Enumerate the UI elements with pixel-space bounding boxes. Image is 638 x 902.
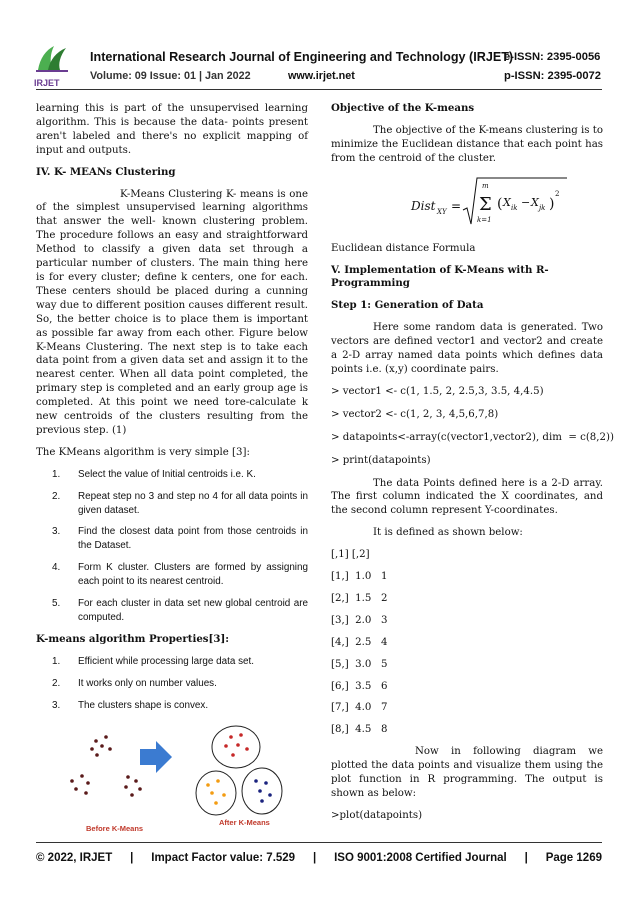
list-number: 2. bbox=[52, 677, 61, 689]
list-item bbox=[36, 561, 308, 589]
list-text: Repeat step no 3 and step no 4 for all data points in given dataset. bbox=[78, 490, 308, 516]
list-number: 3. bbox=[52, 699, 61, 711]
euclidean-formula bbox=[331, 174, 603, 236]
e-issn: e-ISSN: 2395-0056 bbox=[504, 51, 601, 63]
list-number: 5. bbox=[52, 598, 61, 610]
list-number: 1. bbox=[52, 655, 61, 667]
matrix-row: [5,] 3.0 5 bbox=[331, 658, 388, 670]
code-line: > print(datapoints) bbox=[331, 454, 431, 466]
formula-sum-bottom: k=1 bbox=[477, 215, 492, 224]
properties-list bbox=[36, 655, 308, 713]
figure-label-after: After K-Means bbox=[219, 817, 270, 827]
paragraph: learning this is part of the unsupervised learning algorithm. This is because the data- points present aren't labeled and there's no explicit mapping of input and outputs. bbox=[36, 103, 308, 156]
matrix-row: [6,] 3.5 6 bbox=[331, 680, 388, 692]
svg-text:Σ: Σ bbox=[479, 193, 492, 215]
svg-text:): ) bbox=[549, 195, 555, 212]
section-heading-properties: K-means algorithm Properties[3]: bbox=[36, 632, 230, 645]
algorithm-steps-list bbox=[36, 468, 308, 625]
formula-eq: = bbox=[451, 198, 462, 213]
header-divider bbox=[36, 89, 602, 90]
list-item bbox=[36, 597, 308, 625]
paragraph: The objective of the K-means clustering is to minimize the Euclidean distance that each point has from the centroid of the cluster. bbox=[331, 124, 603, 164]
paragraph: Now in following diagram we plotted the data points and visualize them using the plot function in R programming. The output is shown as below: bbox=[331, 746, 603, 799]
formula-power: 2 bbox=[555, 189, 560, 198]
right-column bbox=[331, 102, 614, 832]
list-text: The clusters shape is convex. bbox=[78, 699, 209, 711]
formula-lhs: Dist bbox=[411, 198, 436, 213]
matrix-header: [,1] [,2] bbox=[331, 549, 370, 561]
section-heading-implementation: V. Implementation of K-Means with R-Programming bbox=[331, 263, 549, 290]
footer-separator: | bbox=[130, 852, 134, 864]
paragraph: It is defined as shown below: bbox=[373, 527, 523, 539]
footer-impact-factor: Impact Factor value: 7.529 bbox=[151, 852, 296, 864]
paragraph: K-Means Clustering K- means is one of the simplest unsupervised learning algorithms that answer the well- known clustering problem. The procedure follows an easy and straightforward Method to classify a given data set through a particular number of clusters. The main thing here is for every cluster; define k centers, one for each. These centers should be placed during a cunning way due to different position causes different result. So, the better choice is to place them is important as possible far away from each other. Figure below K-Means Clustering. The next step is to take each data point from a given data set and assign it to the nearest center. When all data point completed, the primary step is completed and an early group age is completed. At this point we need tore-calculate k new centroids of the clusters resulting from the previous step. (1) bbox=[36, 188, 308, 436]
list-item bbox=[36, 525, 308, 553]
list-number: 2. bbox=[52, 490, 61, 502]
page-footer bbox=[36, 852, 602, 864]
svg-text:(: ( bbox=[497, 195, 503, 212]
formula-x1: X bbox=[503, 195, 511, 209]
list-text: Form K cluster. Clusters are formed by assigning each point to its nearest centroid. bbox=[78, 562, 308, 588]
section-heading-kmeans: IV. K- MEANs Clustering bbox=[36, 165, 176, 178]
code-line: > vector2 <- c(1, 2, 3, 4,5,6,7,8) bbox=[331, 408, 499, 420]
formula-x2: X bbox=[531, 195, 539, 209]
matrix-row: [8,] 4.5 8 bbox=[331, 724, 388, 736]
kmeans-figure bbox=[36, 721, 308, 841]
matrix-row: [2,] 1.5 2 bbox=[331, 592, 388, 604]
matrix-row: [7,] 4.0 7 bbox=[331, 702, 388, 714]
formula-caption: Euclidean distance Formula bbox=[331, 242, 476, 254]
volume-issue: Volume: 09 Issue: 01 | Jan 2022 bbox=[90, 70, 251, 82]
footer-divider bbox=[36, 842, 602, 843]
website-link[interactable]: www.irjet.net bbox=[288, 70, 355, 82]
list-text: For each cluster in data set new global centroid are computed. bbox=[78, 598, 308, 623]
matrix-row: [4,] 2.5 4 bbox=[331, 636, 388, 648]
code-line: >plot(datapoints) bbox=[331, 809, 423, 821]
matrix-row: [3,] 2.0 3 bbox=[331, 614, 388, 626]
matrix-row: [1,] 1.0 1 bbox=[331, 571, 388, 583]
footer-separator: | bbox=[524, 852, 528, 864]
cluster-blue bbox=[254, 779, 272, 803]
list-number: 3. bbox=[52, 526, 61, 538]
footer-copyright: © 2022, IRJET bbox=[36, 852, 113, 864]
figure-label-before: Before K-Means bbox=[86, 823, 144, 833]
p-issn: p-ISSN: 2395-0072 bbox=[504, 70, 602, 82]
list-number: 4. bbox=[52, 562, 61, 574]
formula-sum-top: m bbox=[482, 181, 489, 190]
paragraph: Here some random data is generated. Two vectors are defined vector1 and vector2 and create a 2-D array named data points which defines data points i.e. (x,y) coordinate pairs. bbox=[331, 322, 603, 375]
list-item bbox=[36, 490, 308, 518]
list-text: Select the value of Initial centroids i.e. K. bbox=[78, 468, 256, 480]
footer-separator: | bbox=[312, 852, 317, 864]
list-text: Efficient while processing large data set. bbox=[78, 655, 255, 667]
paragraph: The KMeans algorithm is very simple [3]: bbox=[36, 446, 250, 458]
cluster-red bbox=[224, 733, 249, 757]
cluster-orange bbox=[206, 779, 226, 805]
before-points bbox=[70, 735, 142, 797]
footer-iso: ISO 9001:2008 Certified Journal bbox=[334, 852, 507, 864]
formula-sub-jk: jk bbox=[539, 203, 546, 212]
left-column bbox=[36, 102, 308, 841]
section-heading-objective: Objective of the K-means bbox=[331, 102, 475, 114]
list-text: It works only on number values. bbox=[78, 677, 217, 689]
step1-heading: Step 1: Generation of Data bbox=[331, 299, 484, 312]
formula-minus: − bbox=[521, 195, 531, 209]
list-text: Find the closest data point from those centroids in the Dataset. bbox=[78, 526, 308, 552]
list-item bbox=[36, 655, 308, 669]
paragraph: The data Points defined here is a 2-D array. The first column indicated the X coordinates, and the second column represent Y-coordinates. bbox=[331, 477, 603, 517]
list-item bbox=[36, 677, 308, 691]
formula-sub-ik: ik bbox=[511, 203, 518, 212]
list-item bbox=[36, 468, 308, 482]
arrow-icon bbox=[140, 741, 172, 773]
code-line: > vector1 <- c(1, 1.5, 2, 2.5,3, 3.5, 4,4.5) bbox=[331, 385, 544, 397]
logo-text: IRJET bbox=[34, 78, 60, 88]
footer-page-number: Page 1269 bbox=[545, 852, 602, 864]
formula-sub: XY bbox=[437, 207, 447, 216]
code-line: > datapoints<-array(c(vector1,vector2), dim = c(8,2)) bbox=[331, 431, 614, 443]
list-number: 1. bbox=[52, 468, 61, 480]
journal-title: International Research Journal of Engineering and Technology (IRJET) bbox=[90, 50, 514, 64]
list-item bbox=[36, 699, 308, 713]
